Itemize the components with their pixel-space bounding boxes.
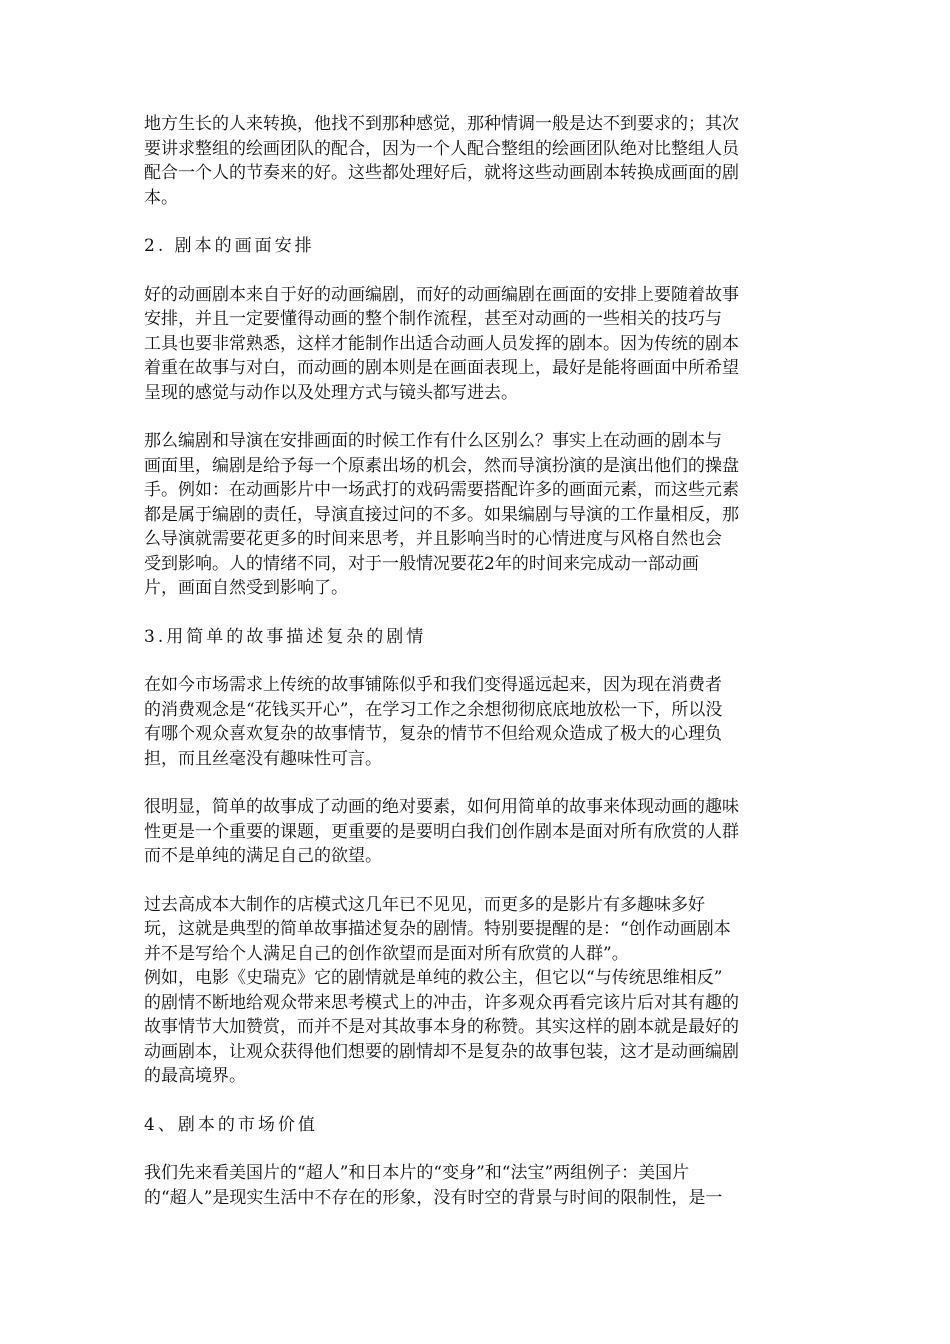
paragraph-line: 有哪个观众喜欢复杂的故事情节，复杂的情节不但给观众造成了极大的心理负 <box>144 724 722 744</box>
paragraph-line: 配合一个人的节奏来的好。这些都处理好后，就将这些动画剧本转换成画面的剧 <box>144 163 739 183</box>
paragraph <box>144 893 868 1089</box>
paragraph <box>144 112 868 210</box>
section-heading: 4、剧本的市场价值 <box>144 1114 318 1135</box>
document-page <box>144 112 868 1234</box>
paragraph-line: 要讲求整组的绘画团队的配合，因为一个人配合整组的绘画团队绝对比整组人员 <box>144 138 739 159</box>
paragraph-line: 的最高境界。 <box>144 1066 246 1086</box>
paragraph-line: 地方生长的人来转换，他找不到那种感觉，那种情调一般是达不到要求的；其次 <box>144 114 739 134</box>
paragraph-line: 手。例如：在动画影片中一场武打的戏码需要搭配许多的画面元素，而这些元素 <box>144 480 739 500</box>
paragraph-line: 好的动画剧本来自于好的动画编剧，而好的动画编剧在画面的安排上要随着故事 <box>144 284 739 305</box>
paragraph-line: 那么编剧和导演在安排画面的时候工作有什么区别么？事实上在动画的剧本与 <box>144 431 722 451</box>
paragraph <box>144 673 868 771</box>
paragraph-line: 而不是单纯的满足自己的欲望。 <box>144 846 382 866</box>
paragraph-line: 受到影响。人的情绪不同，对于一般情况要花2年的时间来完成动一部动画 <box>144 553 699 574</box>
paragraph-line: 玩，这就是典型的简单故事描述复杂的剧情。特别要提醒的是：“创作动画剧本 <box>144 919 731 939</box>
paragraph-line: 故事情节大加赞赏，而并不是对其故事本身的称赞。其实这样的剧本就是最好的 <box>144 1017 739 1037</box>
paragraph <box>144 429 868 601</box>
paragraph-line: 很明显，简单的故事成了动画的绝对要素，如何用简单的故事来体现动画的趣味 <box>144 797 739 817</box>
paragraph-line: 并不是写给个人满足自己的创作欲望而是面对所有欣赏的人群”。 <box>144 943 629 964</box>
paragraph-line: 过去高成本大制作的店模式这几年已不见见，而更多的是影片有多趣味多好 <box>144 894 705 915</box>
paragraph-line: 片，画面自然受到影响了。 <box>144 578 348 598</box>
paragraph-line: 的消费观念是“花钱买开心”，在学习工作之余想彻彻底底地放松一下，所以没 <box>144 699 723 720</box>
paragraph-line: 的剧情不断地给观众带来思考模式上的冲击，许多观众再看完该片后对其有趣的 <box>144 992 739 1013</box>
paragraph <box>144 795 868 869</box>
paragraph-line: 着重在故事与对白，而动画的剧本则是在画面表现上，最好是能将画面中所希望 <box>144 358 739 378</box>
paragraph-line: 在如今市场需求上传统的故事铺陈似乎和我们变得遥远起来，因为现在消费者 <box>144 675 722 695</box>
section-heading: 3.用简单的故事描述复杂的剧情 <box>144 626 427 647</box>
paragraph-line: 么导演就需要花更多的时间来思考，并且影响当时的心情进度与风格自然也会 <box>144 529 722 549</box>
paragraph-line: 本。 <box>144 187 178 208</box>
paragraph <box>144 1161 868 1210</box>
paragraph-line: 安排，并且一定要懂得动画的整个制作流程，甚至对动画的一些相关的技巧与 <box>144 309 722 329</box>
paragraph-line: 例如，电影《史瑞克》它的剧情就是单纯的救公主，但它以“与传统思维相反” <box>144 968 723 988</box>
paragraph-line: 担，而且丝毫没有趣味性可言。 <box>144 748 382 769</box>
paragraph-line: 都是属于编剧的责任，导演直接过问的不多。如果编剧与导演的工作量相反，那 <box>144 504 739 525</box>
section-heading: 2. 剧本的画面安排 <box>144 236 315 256</box>
paragraph-line: 工具也要非常熟悉，这样才能制作出适合动画人员发挥的剧本。因为传统的剧本 <box>144 333 739 354</box>
paragraph-line: 动画剧本，让观众获得他们想要的剧情却不是复杂的故事包装，这才是动画编剧 <box>144 1041 739 1062</box>
paragraph-line: 呈现的感觉与动作以及处理方式与镜头都写进去。 <box>144 382 518 403</box>
paragraph-line: 我们先来看美国片的“超人”和日本片的“变身”和“法宝”两组例子：美国片 <box>144 1163 690 1183</box>
paragraph <box>144 283 868 406</box>
paragraph-line: 画面里，编剧是给予每一个原素出场的机会，然而导演扮演的是演出他们的操盘 <box>144 455 739 476</box>
paragraph-line: 性更是一个重要的课题，更重要的是要明白我们创作剧本是面对所有欣赏的人群 <box>144 821 739 842</box>
paragraph-line: 的“超人”是现实生活中不存在的形象，没有时空的背景与时间的限制性，是一 <box>144 1187 723 1208</box>
